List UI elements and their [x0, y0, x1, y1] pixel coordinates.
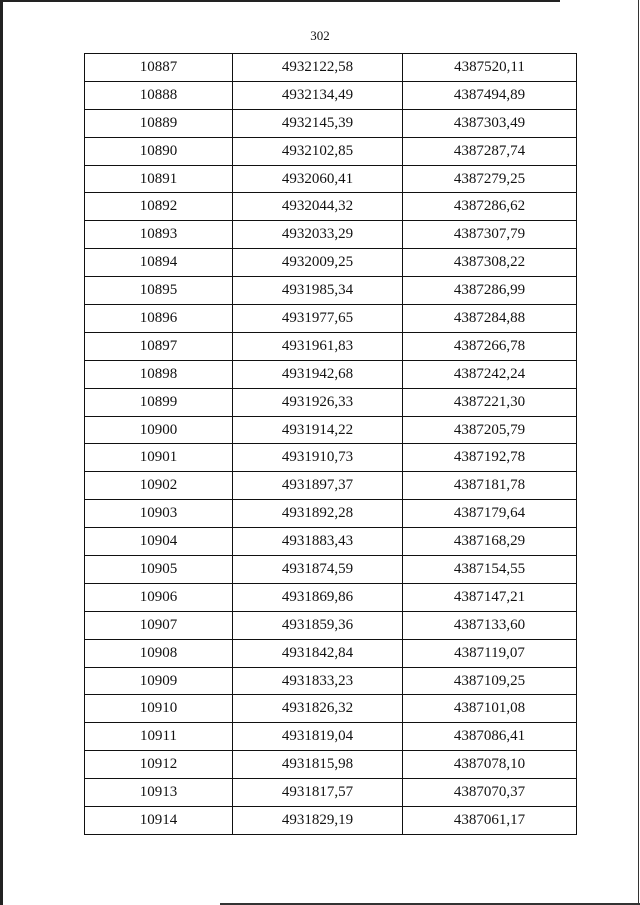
x-coordinate-cell: 4931914,22: [233, 416, 403, 444]
y-coordinate-cell: 4387287,74: [403, 137, 577, 165]
x-coordinate-cell: 4931817,57: [233, 779, 403, 807]
table-row: [85, 611, 577, 639]
y-coordinate-cell: 4387070,37: [403, 779, 577, 807]
point-number-cell: 10901: [85, 444, 233, 472]
table-row: [85, 277, 577, 305]
x-coordinate-cell: 4931883,43: [233, 528, 403, 556]
table-row: [85, 81, 577, 109]
x-coordinate-cell: 4932145,39: [233, 109, 403, 137]
y-coordinate-cell: 4387307,79: [403, 221, 577, 249]
x-coordinate-cell: 4931874,59: [233, 556, 403, 584]
point-number-cell: 10895: [85, 277, 233, 305]
y-coordinate-cell: 4387109,25: [403, 667, 577, 695]
table-row: [85, 360, 577, 388]
x-coordinate-cell: 4931892,28: [233, 500, 403, 528]
table-row: [85, 444, 577, 472]
table-row: [85, 528, 577, 556]
x-coordinate-cell: 4931977,65: [233, 305, 403, 333]
y-coordinate-cell: 4387286,62: [403, 193, 577, 221]
y-coordinate-cell: 4387133,60: [403, 611, 577, 639]
table-row: [85, 305, 577, 333]
x-coordinate-cell: 4932122,58: [233, 54, 403, 82]
table-row: [85, 807, 577, 835]
point-number-cell: 10902: [85, 472, 233, 500]
point-number-cell: 10889: [85, 109, 233, 137]
x-coordinate-cell: 4931985,34: [233, 277, 403, 305]
y-coordinate-cell: 4387119,07: [403, 639, 577, 667]
point-number-cell: 10909: [85, 667, 233, 695]
x-coordinate-cell: 4932044,32: [233, 193, 403, 221]
point-number-cell: 10912: [85, 751, 233, 779]
table-row: [85, 193, 577, 221]
table-row: [85, 137, 577, 165]
y-coordinate-cell: 4387101,08: [403, 695, 577, 723]
table-row: [85, 779, 577, 807]
x-coordinate-cell: 4932009,25: [233, 249, 403, 277]
point-number-cell: 10897: [85, 332, 233, 360]
page-number: 302: [310, 28, 330, 43]
table-row: [85, 54, 577, 82]
point-number-cell: 10905: [85, 556, 233, 584]
x-coordinate-cell: 4931815,98: [233, 751, 403, 779]
point-number-cell: 10887: [85, 54, 233, 82]
y-coordinate-cell: 4387279,25: [403, 165, 577, 193]
x-coordinate-cell: 4931942,68: [233, 360, 403, 388]
y-coordinate-cell: 4387179,64: [403, 500, 577, 528]
table-row: [85, 165, 577, 193]
y-coordinate-cell: 4387242,24: [403, 360, 577, 388]
table-row: [85, 500, 577, 528]
x-coordinate-cell: 4931859,36: [233, 611, 403, 639]
x-coordinate-cell: 4931926,33: [233, 388, 403, 416]
y-coordinate-cell: 4387266,78: [403, 332, 577, 360]
x-coordinate-cell: 4932060,41: [233, 165, 403, 193]
table-row: [85, 667, 577, 695]
y-coordinate-cell: 4387154,55: [403, 556, 577, 584]
y-coordinate-cell: 4387221,30: [403, 388, 577, 416]
table-row: [85, 416, 577, 444]
point-number-cell: 10907: [85, 611, 233, 639]
table-row: [85, 583, 577, 611]
point-number-cell: 10890: [85, 137, 233, 165]
x-coordinate-cell: 4931961,83: [233, 332, 403, 360]
table-row: [85, 639, 577, 667]
coordinates-table-body: [85, 54, 577, 835]
point-number-cell: 10893: [85, 221, 233, 249]
point-number-cell: 10913: [85, 779, 233, 807]
point-number-cell: 10904: [85, 528, 233, 556]
y-coordinate-cell: 4387147,21: [403, 583, 577, 611]
x-coordinate-cell: 4931826,32: [233, 695, 403, 723]
table-row: [85, 109, 577, 137]
y-coordinate-cell: 4387303,49: [403, 109, 577, 137]
point-number-cell: 10894: [85, 249, 233, 277]
table-row: [85, 249, 577, 277]
point-number-cell: 10898: [85, 360, 233, 388]
y-coordinate-cell: 4387061,17: [403, 807, 577, 835]
scan-border-left: [0, 0, 3, 905]
y-coordinate-cell: 4387168,29: [403, 528, 577, 556]
y-coordinate-cell: 4387086,41: [403, 723, 577, 751]
point-number-cell: 10908: [85, 639, 233, 667]
x-coordinate-cell: 4931869,86: [233, 583, 403, 611]
x-coordinate-cell: 4932033,29: [233, 221, 403, 249]
table-row: [85, 723, 577, 751]
table-row: [85, 751, 577, 779]
point-number-cell: 10892: [85, 193, 233, 221]
y-coordinate-cell: 4387192,78: [403, 444, 577, 472]
point-number-cell: 10911: [85, 723, 233, 751]
point-number-cell: 10914: [85, 807, 233, 835]
y-coordinate-cell: 4387205,79: [403, 416, 577, 444]
x-coordinate-cell: 4931833,23: [233, 667, 403, 695]
scan-border-right: [638, 0, 639, 905]
point-number-cell: 10910: [85, 695, 233, 723]
x-coordinate-cell: 4931819,04: [233, 723, 403, 751]
table-row: [85, 556, 577, 584]
x-coordinate-cell: 4931829,19: [233, 807, 403, 835]
x-coordinate-cell: 4932102,85: [233, 137, 403, 165]
point-number-cell: 10896: [85, 305, 233, 333]
y-coordinate-cell: 4387284,88: [403, 305, 577, 333]
point-number-cell: 10888: [85, 81, 233, 109]
y-coordinate-cell: 4387494,89: [403, 81, 577, 109]
y-coordinate-cell: 4387286,99: [403, 277, 577, 305]
y-coordinate-cell: 4387181,78: [403, 472, 577, 500]
point-number-cell: 10906: [85, 583, 233, 611]
y-coordinate-cell: 4387308,22: [403, 249, 577, 277]
table-row: [85, 332, 577, 360]
x-coordinate-cell: 4931842,84: [233, 639, 403, 667]
table-row: [85, 221, 577, 249]
point-number-cell: 10899: [85, 388, 233, 416]
table-row: [85, 472, 577, 500]
x-coordinate-cell: 4931910,73: [233, 444, 403, 472]
table-row: [85, 388, 577, 416]
scan-border-top: [0, 0, 560, 2]
x-coordinate-cell: 4932134,49: [233, 81, 403, 109]
point-number-cell: 10891: [85, 165, 233, 193]
point-number-cell: 10903: [85, 500, 233, 528]
y-coordinate-cell: 4387078,10: [403, 751, 577, 779]
point-number-cell: 10900: [85, 416, 233, 444]
coordinates-table: [84, 53, 577, 835]
y-coordinate-cell: 4387520,11: [403, 54, 577, 82]
table-row: [85, 695, 577, 723]
x-coordinate-cell: 4931897,37: [233, 472, 403, 500]
